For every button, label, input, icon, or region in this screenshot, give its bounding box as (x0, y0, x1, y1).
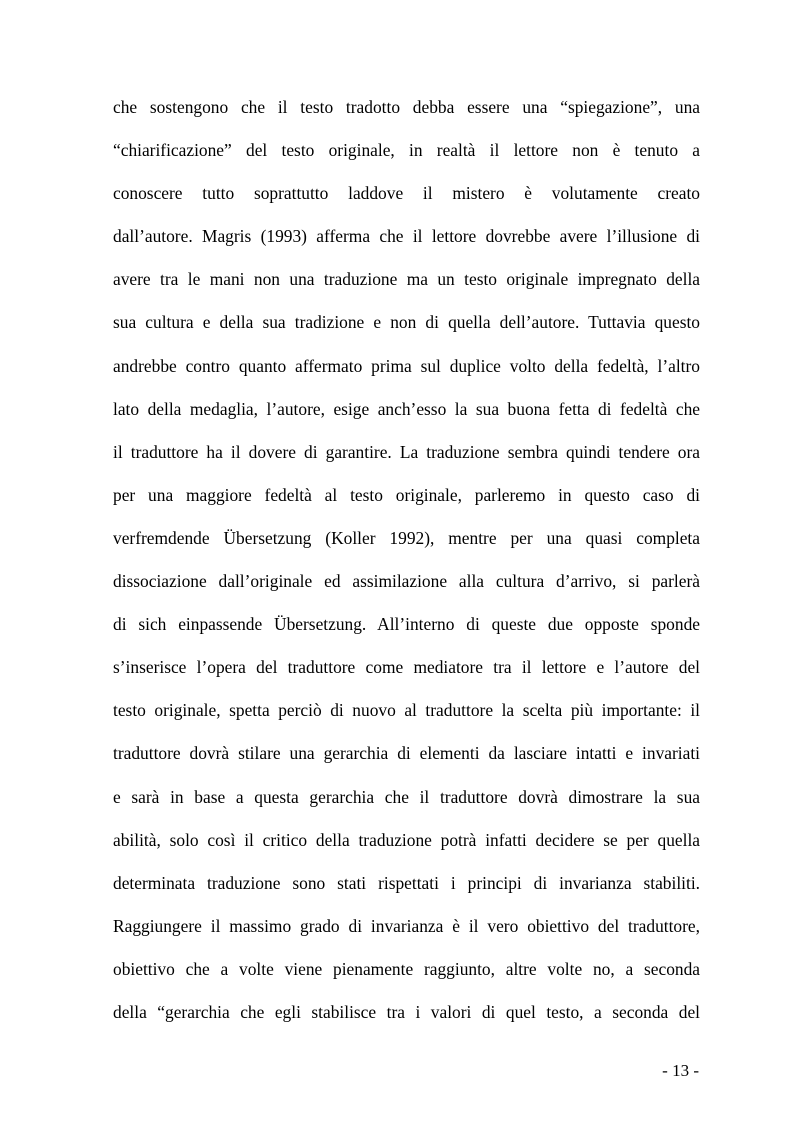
text-line: andrebbe contro quanto affermato prima sul duplice volto della fedeltà, l’altro (113, 355, 700, 376)
text-line: che sostengono che il testo tradotto debba essere una “spiegazione”, una (113, 97, 700, 117)
text-line: traduttore dovrà stilare una gerarchia di elementi da lasciare intatti e invariati (113, 743, 700, 764)
text-line: Raggiungere il massimo grado di invarianza è il vero obiettivo del traduttore, (113, 915, 700, 936)
text-line: dissociazione dall’originale ed assimilazione alla cultura d’arrivo, si parlerà (113, 571, 700, 592)
text-line: abilità, solo così il critico della traduzione potrà infatti decidere se per quella (113, 829, 700, 850)
text-line: avere tra le mani non una traduzione ma un testo originale impregnato della (113, 269, 700, 290)
text-line: per una maggiore fedeltà al testo originale, parleremo in questo caso di (113, 484, 700, 505)
text-line: lato della medaglia, l’autore, esige anch’esso la sua buona fetta di fedeltà che (113, 398, 700, 419)
text-line: di sich einpassende Übersetzung. All’interno di queste due opposte sponde (113, 614, 700, 635)
text-line: s’inserisce l’opera del traduttore come mediatore tra il lettore e l’autore del (113, 657, 700, 678)
text-line: determinata traduzione sono stati rispettati i principi di invarianza stabiliti. (113, 872, 700, 893)
page-number: - 13 - (662, 1061, 699, 1080)
text-line: verfremdende Übersetzung (Koller 1992), mentre per una quasi completa (113, 527, 700, 548)
text-line: “chiarificazione” del testo originale, in realtà il lettore non è tenuto a (113, 140, 700, 161)
body-text (113, 92, 700, 1040)
text-line: obiettivo che a volte viene pienamente raggiunto, altre volte no, a seconda (113, 958, 700, 979)
text-line: della “gerarchia che egli stabilisce tra i valori di quel testo, a seconda del (113, 1001, 700, 1022)
text-line: conoscere tutto soprattutto laddove il mistero è volutamente creato (113, 183, 700, 204)
text-line: il traduttore ha il dovere di garantire. La traduzione sembra quindi tendere ora (113, 441, 700, 462)
text-line: sua cultura e della sua tradizione e non di quella dell’autore. Tuttavia questo (113, 312, 700, 333)
text-line: dall’autore. Magris (1993) afferma che il lettore dovrebbe avere l’illusione di (113, 226, 700, 247)
text-line: e sarà in base a questa gerarchia che il traduttore dovrà dimostrare la sua (113, 786, 700, 807)
text-line: testo originale, spetta perciò di nuovo al traduttore la scelta più importante: il (113, 700, 700, 721)
